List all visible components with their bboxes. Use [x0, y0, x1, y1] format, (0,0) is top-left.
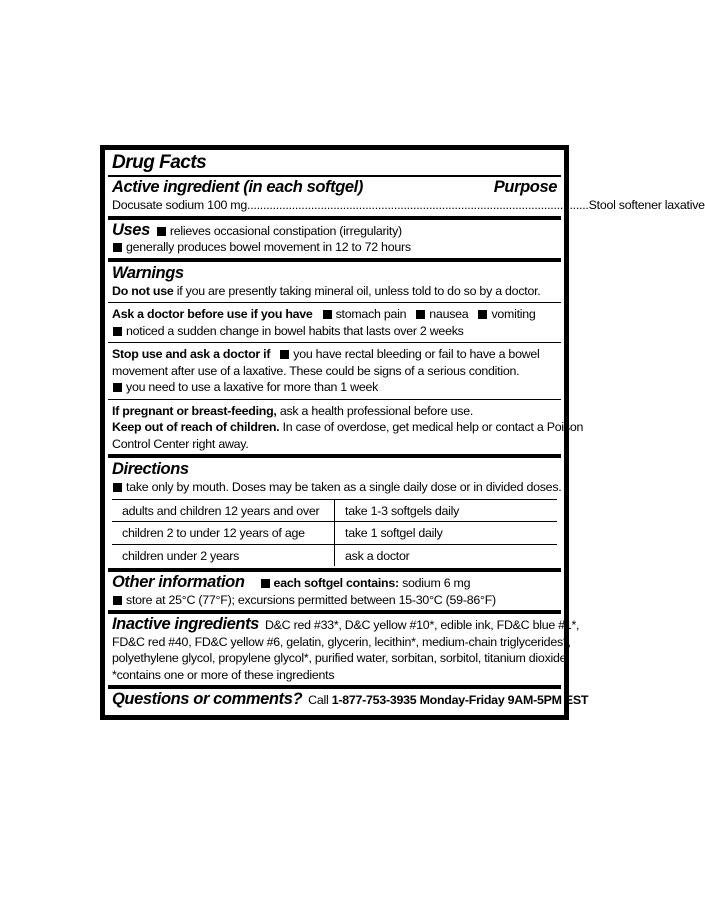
ask-doctor-item-4: noticed a sudden change in bowel habits that lasts over 2 weeks [126, 323, 464, 338]
active-ingredient-purpose: Stool softener laxative [588, 198, 705, 212]
stop-use-block: Stop use and ask a doctor if you have rectal bleeding or fail to have a bowel movement after use of a laxative. These could be signs of a serious condition. you need to use a laxative for more than 1 week [108, 342, 561, 396]
ask-doctor-item-1: stomach pain [335, 307, 407, 321]
warnings-section [108, 258, 584, 455]
drug-facts-title: Drug Facts [112, 152, 207, 173]
directions-table [112, 499, 557, 567]
bullet-square-icon [157, 227, 166, 236]
bullet-square-icon [113, 596, 122, 605]
bullet-square-icon [113, 243, 122, 252]
purpose-heading: Purpose [493, 178, 557, 196]
bullet-square-icon [323, 310, 332, 319]
questions-section: Questions or comments? Call 1-877-753-3935 Monday-Friday 9AM-5PM EST [108, 685, 561, 711]
do-not-use: Do not use if you are presently taking mineral oil, unless told to do so by a doctor. [112, 283, 541, 298]
active-ingredient-section [108, 150, 705, 216]
warnings-heading: Warnings [112, 263, 184, 282]
ask-doctor-heading: Ask a doctor before use if you have [112, 307, 313, 321]
directions-heading: Directions [112, 460, 189, 478]
inactive-ingredients-section: Inactive ingredients D&C red #33*, D&C yellow #10*, edible ink, FD&C blue #1*, FD&C red #40, FD&C yellow #6, gelatin, glycerin, lecithin*, medium-chain triglycerides*, polyethylene glycol, propylene glycol*, purified water, sorbitan, sorbitol, titanium dioxide *contains one or more of these ingredients [108, 610, 561, 685]
active-ingredient-row [112, 197, 705, 214]
directions-intro: take only by mouth. Doses may be taken as a single daily dose or in divided doses. [126, 480, 562, 494]
inactive-ingredients-heading: Inactive ingredients [112, 615, 259, 633]
other-information-section: Other information each softgel contains: sodium 6 mg store at 25°C (77°F); excursions permitted between 15-30°C (59-86°F) [108, 568, 561, 610]
keep-out-of-reach: Keep out of reach of children. In case of overdose, get medical help or contact a Poison [112, 420, 584, 434]
ask-doctor-item-3: vomiting [491, 307, 536, 321]
uses-heading: Uses [112, 220, 150, 239]
active-ingredient-heading: Active ingredient [112, 178, 240, 196]
table-row: children under 2 years ask a doctor [112, 544, 557, 566]
active-ingredient-heading-note: (in each softgel) [243, 178, 363, 196]
other-information-heading: Other information [112, 573, 245, 591]
bullet-square-icon [416, 310, 425, 319]
questions-heading: Questions or comments? [112, 690, 303, 708]
bullet-square-icon [113, 483, 122, 492]
drug-facts-label [100, 145, 705, 720]
pregnancy-block: If pregnant or breast-feeding, ask a health professional before use. Keep out of reach of children. In case of overdose, get medical help or contact a Poison Control Center right away. [108, 399, 561, 453]
table-row: adults and children 12 years and over take 1-3 softgels daily [112, 499, 557, 522]
ask-doctor-block [108, 302, 561, 339]
uses-section [108, 216, 561, 258]
stop-use-heading: Stop use and ask a doctor if [112, 347, 271, 361]
table-row: children 2 to under 12 years of age take 1 softgel daily [112, 522, 557, 545]
active-ingredient-name: Docusate sodium 100 mg [112, 198, 248, 212]
ask-doctor-item-2: nausea [429, 307, 469, 321]
uses-item-1: relieves occasional constipation (irregularity) [169, 223, 402, 238]
phone-number: 1-877-753-3935 Monday-Friday 9AM-5PM EST [331, 693, 589, 707]
active-ingredient-header [112, 178, 557, 197]
bullet-square-icon [280, 350, 289, 359]
bullet-square-icon [478, 310, 487, 319]
title-divider [108, 175, 561, 177]
bullet-square-icon [261, 579, 270, 588]
bullet-square-icon [113, 327, 122, 336]
uses-item-2: generally produces bowel movement in 12 to 72 hours [126, 240, 411, 254]
bullet-square-icon [113, 383, 122, 392]
directions-section [108, 454, 561, 568]
leader-dots: ........................................................................................................... [247, 198, 589, 212]
